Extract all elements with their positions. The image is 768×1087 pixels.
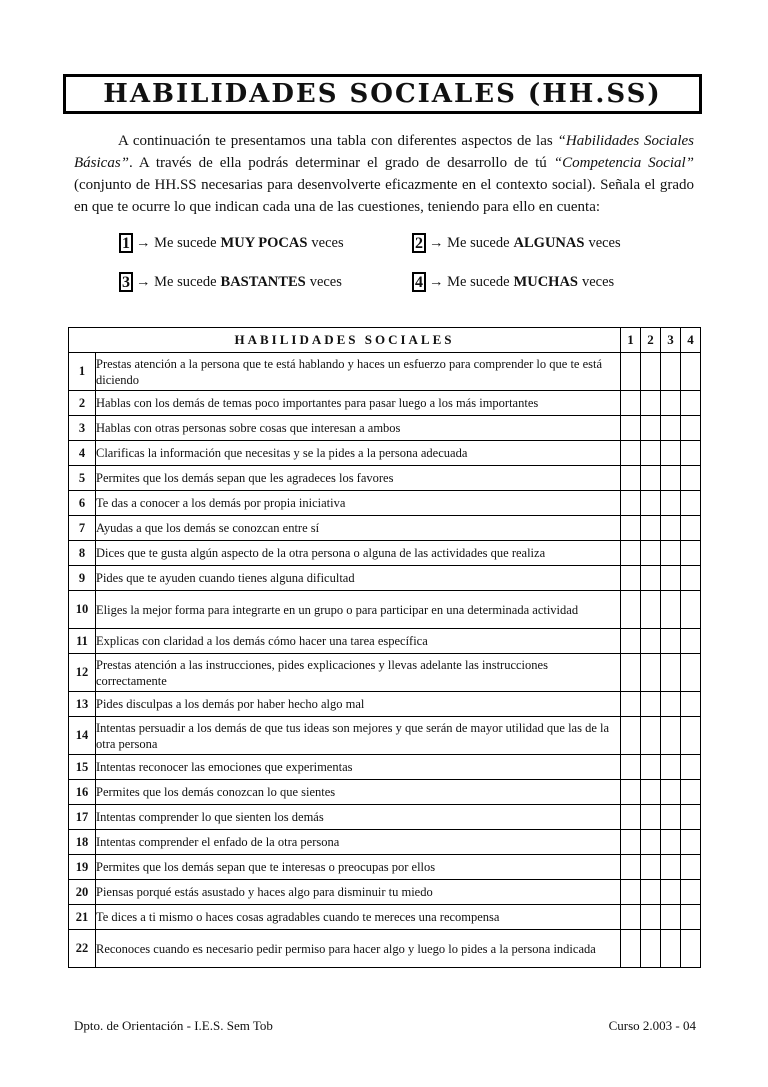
row-number: 13 bbox=[69, 692, 96, 717]
legend-pre: → Me sucede bbox=[136, 273, 217, 290]
legend-post: veces bbox=[588, 234, 621, 251]
legend-pre: → Me sucede bbox=[429, 273, 510, 290]
legend-bold: BASTANTES bbox=[220, 273, 306, 290]
row-number: 5 bbox=[69, 466, 96, 491]
rating-cell-4[interactable] bbox=[681, 755, 701, 780]
rating-cell-4[interactable] bbox=[681, 591, 701, 629]
table-body bbox=[69, 353, 701, 968]
rating-cell-2[interactable] bbox=[641, 805, 661, 830]
rating-cell-4[interactable] bbox=[681, 516, 701, 541]
rating-cell-4[interactable] bbox=[681, 805, 701, 830]
legend-item-1 bbox=[119, 233, 344, 253]
rating-cell-1[interactable] bbox=[621, 654, 641, 692]
table-row bbox=[69, 855, 701, 880]
rating-cell-3[interactable] bbox=[661, 905, 681, 930]
table-row bbox=[69, 930, 701, 968]
intro-paragraph bbox=[74, 130, 694, 218]
rating-cell-3[interactable] bbox=[661, 541, 681, 566]
rating-cell-4[interactable] bbox=[681, 566, 701, 591]
row-text: Pides que te ayuden cuando tienes alguna dificultad bbox=[96, 566, 621, 591]
rating-cell-3[interactable] bbox=[661, 629, 681, 654]
rating-cell-1[interactable] bbox=[621, 416, 641, 441]
row-text: Eliges la mejor forma para integrarte en un grupo o para participar en una determinada actividad bbox=[96, 591, 621, 629]
row-text: Piensas porqué estás asustado y haces algo para disminuir tu miedo bbox=[96, 880, 621, 905]
rating-cell-4[interactable] bbox=[681, 905, 701, 930]
table-row bbox=[69, 805, 701, 830]
row-number: 2 bbox=[69, 391, 96, 416]
row-text: Intentas comprender el enfado de la otra persona bbox=[96, 830, 621, 855]
row-number: 21 bbox=[69, 905, 96, 930]
rating-cell-1[interactable] bbox=[621, 880, 641, 905]
table-row bbox=[69, 441, 701, 466]
row-text: Permites que los demás conozcan lo que sientes bbox=[96, 780, 621, 805]
rating-cell-2[interactable] bbox=[641, 717, 661, 755]
rating-cell-2[interactable] bbox=[641, 930, 661, 968]
rating-header-3: 3 bbox=[661, 328, 681, 353]
rating-cell-1[interactable] bbox=[621, 755, 641, 780]
rating-cell-3[interactable] bbox=[661, 780, 681, 805]
rating-cell-1[interactable] bbox=[621, 780, 641, 805]
legend-item-2 bbox=[412, 233, 621, 253]
row-number: 10 bbox=[69, 591, 96, 629]
legend-item-3 bbox=[119, 272, 342, 292]
row-number: 15 bbox=[69, 755, 96, 780]
rating-cell-3[interactable] bbox=[661, 654, 681, 692]
rating-cell-3[interactable] bbox=[661, 591, 681, 629]
row-number: 22 bbox=[69, 930, 96, 968]
rating-cell-3[interactable] bbox=[661, 755, 681, 780]
rating-cell-1[interactable] bbox=[621, 717, 641, 755]
rating-cell-1[interactable] bbox=[621, 805, 641, 830]
rating-cell-1[interactable] bbox=[621, 466, 641, 491]
row-number: 18 bbox=[69, 830, 96, 855]
rating-cell-2[interactable] bbox=[641, 905, 661, 930]
row-number: 12 bbox=[69, 654, 96, 692]
row-number: 1 bbox=[69, 353, 96, 391]
table-row bbox=[69, 717, 701, 755]
row-number: 8 bbox=[69, 541, 96, 566]
legend-pre: → Me sucede bbox=[429, 234, 510, 251]
rating-cell-2[interactable] bbox=[641, 855, 661, 880]
table-row bbox=[69, 566, 701, 591]
row-text: Dices que te gusta algún aspecto de la otra persona o alguna de las actividades que realiza bbox=[96, 541, 621, 566]
table-row bbox=[69, 591, 701, 629]
rating-cell-3[interactable] bbox=[661, 692, 681, 717]
rating-cell-1[interactable] bbox=[621, 591, 641, 629]
intro-text-2: . A través de ella podrás determinar el grado de desarrollo de tú bbox=[129, 155, 554, 171]
rating-cell-1[interactable] bbox=[621, 441, 641, 466]
rating-cell-4[interactable] bbox=[681, 654, 701, 692]
row-number: 20 bbox=[69, 880, 96, 905]
rating-header-2: 2 bbox=[641, 328, 661, 353]
legend-post: veces bbox=[581, 273, 615, 290]
table-row bbox=[69, 629, 701, 654]
rating-cell-2[interactable] bbox=[641, 692, 661, 717]
rating-cell-3[interactable] bbox=[661, 855, 681, 880]
legend-bold: ALGUNAS bbox=[513, 234, 585, 251]
legend-number: 1 bbox=[119, 233, 133, 253]
rating-cell-3[interactable] bbox=[661, 353, 681, 391]
table-row bbox=[69, 353, 701, 391]
rating-cell-2[interactable] bbox=[641, 516, 661, 541]
rating-cell-4[interactable] bbox=[681, 830, 701, 855]
row-text: Prestas atención a las instrucciones, pides explicaciones y llevas adelante las instrucciones correctamente bbox=[96, 654, 621, 692]
table-row bbox=[69, 780, 701, 805]
row-text: Clarificas la información que necesitas y se la pides a la persona adecuada bbox=[96, 441, 621, 466]
row-text: Permites que los demás sepan que les agradeces los favores bbox=[96, 466, 621, 491]
table-row bbox=[69, 692, 701, 717]
rating-cell-1[interactable] bbox=[621, 830, 641, 855]
rating-cell-2[interactable] bbox=[641, 629, 661, 654]
rating-cell-4[interactable] bbox=[681, 391, 701, 416]
rating-cell-3[interactable] bbox=[661, 566, 681, 591]
table-row bbox=[69, 654, 701, 692]
row-text: Intentas comprender lo que sienten los demás bbox=[96, 805, 621, 830]
rating-cell-4[interactable] bbox=[681, 353, 701, 391]
rating-cell-4[interactable] bbox=[681, 692, 701, 717]
rating-cell-2[interactable] bbox=[641, 755, 661, 780]
rating-cell-1[interactable] bbox=[621, 692, 641, 717]
rating-cell-1[interactable] bbox=[621, 566, 641, 591]
table-row bbox=[69, 391, 701, 416]
intro-quote-1: “Habilidades Sociales Básicas” bbox=[74, 133, 694, 171]
row-text: Permites que los demás sepan que te interesas o preocupas por ellos bbox=[96, 855, 621, 880]
title-box bbox=[63, 74, 702, 114]
rating-cell-4[interactable] bbox=[681, 717, 701, 755]
legend-number: 2 bbox=[412, 233, 426, 253]
rating-cell-2[interactable] bbox=[641, 541, 661, 566]
rating-cell-2[interactable] bbox=[641, 830, 661, 855]
rating-cell-4[interactable] bbox=[681, 629, 701, 654]
row-number: 11 bbox=[69, 629, 96, 654]
rating-cell-1[interactable] bbox=[621, 629, 641, 654]
rating-cell-2[interactable] bbox=[641, 654, 661, 692]
row-number: 7 bbox=[69, 516, 96, 541]
intro-text-3: (conjunto de HH.SS necesarias para desenvolverte eficazmente en el contexto social). Señala el grado en que te ocurre lo que indican cada una de las cuestiones, teniendo para ello en cuenta: bbox=[74, 177, 694, 215]
legend-bold: MUCHAS bbox=[513, 273, 578, 290]
table-row bbox=[69, 416, 701, 441]
rating-cell-4[interactable] bbox=[681, 466, 701, 491]
rating-cell-2[interactable] bbox=[641, 353, 661, 391]
row-number: 14 bbox=[69, 717, 96, 755]
legend-number: 4 bbox=[412, 272, 426, 292]
page-title: HABILIDADES SOCIALES (HH.SS) bbox=[103, 79, 662, 109]
row-number: 9 bbox=[69, 566, 96, 591]
footer-department: Dpto. de Orientación - I.E.S. Sem Tob bbox=[74, 1018, 273, 1033]
row-number: 17 bbox=[69, 805, 96, 830]
footer-course: Curso 2.003 - 04 bbox=[608, 1018, 696, 1033]
rating-cell-4[interactable] bbox=[681, 491, 701, 516]
row-text: Te das a conocer a los demás por propia iniciativa bbox=[96, 491, 621, 516]
rating-cell-2[interactable] bbox=[641, 591, 661, 629]
rating-cell-3[interactable] bbox=[661, 441, 681, 466]
legend-item-4 bbox=[412, 272, 614, 292]
rating-cell-4[interactable] bbox=[681, 855, 701, 880]
legend-number: 3 bbox=[119, 272, 133, 292]
rating-cell-1[interactable] bbox=[621, 541, 641, 566]
rating-cell-2[interactable] bbox=[641, 416, 661, 441]
rating-cell-1[interactable] bbox=[621, 855, 641, 880]
rating-cell-3[interactable] bbox=[661, 805, 681, 830]
rating-cell-3[interactable] bbox=[661, 491, 681, 516]
row-text: Ayudas a que los demás se conozcan entre sí bbox=[96, 516, 621, 541]
table-header-title: HABILIDADES SOCIALES bbox=[69, 328, 621, 353]
rating-cell-1[interactable] bbox=[621, 930, 641, 968]
rating-cell-3[interactable] bbox=[661, 416, 681, 441]
rating-cell-4[interactable] bbox=[681, 541, 701, 566]
rating-cell-3[interactable] bbox=[661, 516, 681, 541]
rating-cell-2[interactable] bbox=[641, 880, 661, 905]
rating-cell-3[interactable] bbox=[661, 830, 681, 855]
intro-text-1: A continuación te presentamos una tabla con diferentes aspectos de las bbox=[118, 133, 558, 149]
row-number: 3 bbox=[69, 416, 96, 441]
rating-cell-1[interactable] bbox=[621, 516, 641, 541]
table-row bbox=[69, 466, 701, 491]
table-row bbox=[69, 516, 701, 541]
row-text: Intentas reconocer las emociones que experimentas bbox=[96, 755, 621, 780]
rating-cell-2[interactable] bbox=[641, 780, 661, 805]
rating-cell-1[interactable] bbox=[621, 353, 641, 391]
rating-cell-2[interactable] bbox=[641, 441, 661, 466]
table-row bbox=[69, 755, 701, 780]
row-text: Explicas con claridad a los demás cómo hacer una tarea específica bbox=[96, 629, 621, 654]
rating-cell-4[interactable] bbox=[681, 441, 701, 466]
row-text: Intentas persuadir a los demás de que tus ideas son mejores y que serán de mayor utilidad que las de la otra persona bbox=[96, 717, 621, 755]
rating-cell-1[interactable] bbox=[621, 391, 641, 416]
intro-quote-2: “Competencia Social” bbox=[553, 155, 695, 171]
table-row bbox=[69, 905, 701, 930]
row-number: 6 bbox=[69, 491, 96, 516]
row-text: Te dices a ti mismo o haces cosas agradables cuando te mereces una recompensa bbox=[96, 905, 621, 930]
rating-cell-2[interactable] bbox=[641, 391, 661, 416]
row-text: Pides disculpas a los demás por haber hecho algo mal bbox=[96, 692, 621, 717]
table-row bbox=[69, 541, 701, 566]
rating-cell-2[interactable] bbox=[641, 491, 661, 516]
row-text: Prestas atención a la persona que te está hablando y haces un esfuerzo para comprender lo que te está diciendo bbox=[96, 353, 621, 391]
row-number: 19 bbox=[69, 855, 96, 880]
row-text: Reconoces cuando es necesario pedir permiso para hacer algo y luego lo pides a la persona indicada bbox=[96, 930, 621, 968]
table-row bbox=[69, 880, 701, 905]
rating-cell-4[interactable] bbox=[681, 416, 701, 441]
table-row bbox=[69, 830, 701, 855]
table-row bbox=[69, 491, 701, 516]
rating-cell-4[interactable] bbox=[681, 930, 701, 968]
rating-cell-4[interactable] bbox=[681, 880, 701, 905]
rating-cell-3[interactable] bbox=[661, 717, 681, 755]
rating-cell-2[interactable] bbox=[641, 566, 661, 591]
skills-table bbox=[68, 327, 701, 968]
rating-cell-4[interactable] bbox=[681, 780, 701, 805]
rating-cell-3[interactable] bbox=[661, 391, 681, 416]
legend-bold: MUY POCAS bbox=[220, 234, 308, 251]
table-header-row bbox=[69, 328, 701, 353]
rating-cell-1[interactable] bbox=[621, 905, 641, 930]
legend-post: veces bbox=[309, 273, 342, 290]
rating-header-1: 1 bbox=[621, 328, 641, 353]
row-number: 16 bbox=[69, 780, 96, 805]
rating-cell-1[interactable] bbox=[621, 491, 641, 516]
rating-header-4: 4 bbox=[681, 328, 701, 353]
rating-cell-3[interactable] bbox=[661, 466, 681, 491]
rating-cell-2[interactable] bbox=[641, 466, 661, 491]
legend-post: veces bbox=[311, 234, 344, 251]
rating-cell-3[interactable] bbox=[661, 930, 681, 968]
row-text: Hablas con los demás de temas poco importantes para pasar luego a los más importantes bbox=[96, 391, 621, 416]
rating-cell-3[interactable] bbox=[661, 880, 681, 905]
row-text: Hablas con otras personas sobre cosas que interesan a ambos bbox=[96, 416, 621, 441]
legend-pre: → Me sucede bbox=[136, 234, 217, 251]
row-number: 4 bbox=[69, 441, 96, 466]
